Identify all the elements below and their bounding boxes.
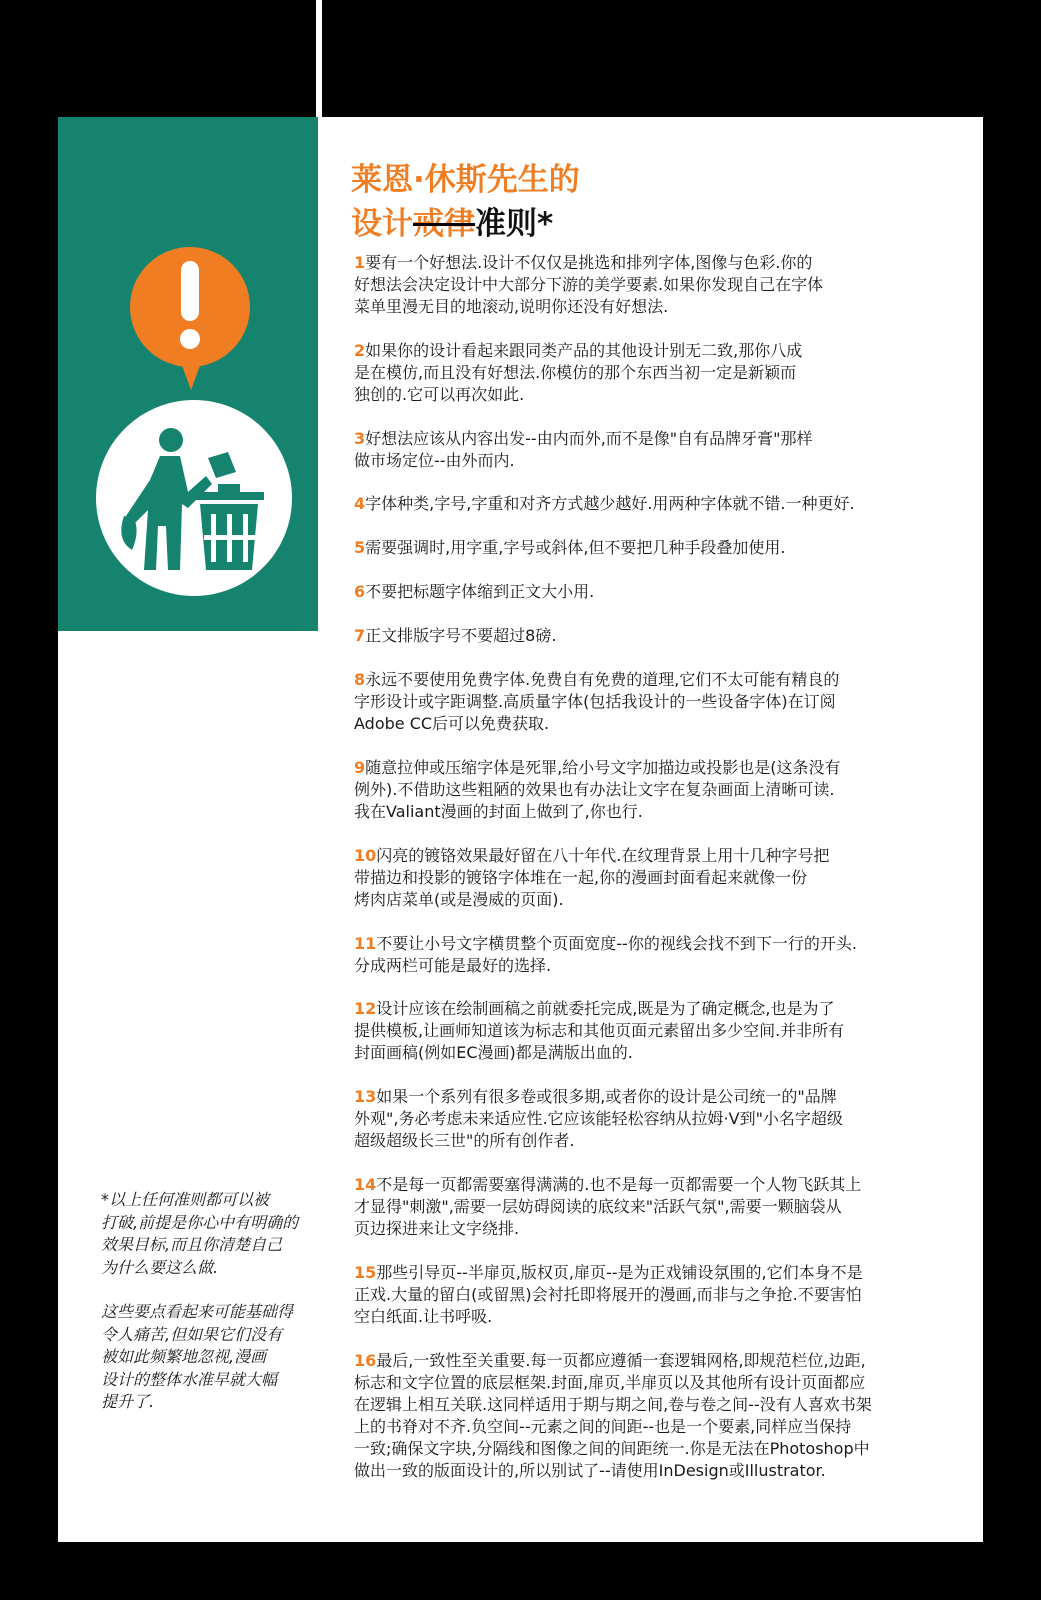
rule-text: 要有一个好想法.设计不仅仅是挑选和排列字体,图像与色彩.你的 好想法会决定设计中大部分下游的美学要素.如果你发现自己在字体 菜单里漫无目的地滚动,说明你还没有好想法. bbox=[354, 253, 824, 316]
rule-item bbox=[354, 845, 954, 911]
rule-text: 设计应该在绘制画稿之前就委托完成,既是为了确定概念,也是为了 提供模板,让画师知道该为标志和其他页面元素留出多少空间.并非所有 封面画稿(例如EC漫画)都是满版出血的. bbox=[354, 999, 845, 1062]
page-title bbox=[351, 158, 951, 246]
rule-text: 如果你的设计看起来跟同类产品的其他设计别无二致,那你八成 是在模仿,而且没有好想法.你模仿的那个东西当初一定是新颖而 独创的.它可以再次如此. bbox=[354, 341, 803, 404]
rule-number: 1 bbox=[354, 253, 366, 272]
rule-number: 7 bbox=[354, 626, 366, 645]
rule-number: 4 bbox=[354, 494, 366, 513]
rule-number: 11 bbox=[354, 934, 377, 953]
rule-text: 永远不要使用免费字体.免费自有免费的道理,它们不太可能有精良的 字形设计或字距调整.高质量字体(包括我设计的一些设备字体)在订阅 Adobe CC后可以免费获取. bbox=[354, 670, 840, 733]
title-struck-word: 戒律 bbox=[413, 206, 475, 242]
rule-number: 13 bbox=[354, 1087, 377, 1106]
rule-item bbox=[354, 581, 954, 603]
rule-text: 如果一个系列有很多卷或很多期,或者你的设计是公司统一的"品牌 外观",务必考虑未来适应性.它应该能轻松容纳从拉姆·V到"小名字超级 超级超级长三世"的所有创作者. bbox=[354, 1087, 843, 1150]
rule-number: 5 bbox=[354, 538, 366, 557]
rule-item bbox=[354, 669, 954, 735]
rule-text: 需要强调时,用字重,字号或斜体,但不要把几种手段叠加使用. bbox=[365, 538, 786, 557]
rule-item bbox=[354, 625, 954, 647]
rule-text: 不要把标题字体缩到正文大小用. bbox=[365, 582, 595, 601]
top-divider-line bbox=[316, 0, 322, 117]
side-note-paragraph-2: 这些要点看起来可能基础得 令人痛苦,但如果它们没有 被如此频繁地忽视,漫画 设计的整体水准早就大幅 提升了. bbox=[101, 1302, 294, 1411]
rule-item bbox=[354, 1350, 954, 1482]
rule-number: 15 bbox=[354, 1263, 377, 1282]
rule-text: 不要让小号文字横贯整个页面宽度--你的视线会找不到下一行的开头. 分成两栏可能是最好的选择. bbox=[354, 934, 857, 975]
rule-text: 那些引导页--半扉页,版权页,扉页--是为正戏铺设氛围的,它们本身不是 正戏.大量的留白(或留黑)会衬托即将展开的漫画,而非与之争抢.不要害怕 空白纸面.让书呼吸. bbox=[354, 1263, 863, 1326]
rule-number: 14 bbox=[354, 1175, 377, 1194]
rule-item bbox=[354, 1262, 954, 1328]
rule-item bbox=[354, 1086, 954, 1152]
rule-text: 最后,一致性至关重要.每一页都应遵循一套逻辑网格,即规范栏位,边距, 标志和文字位置的底层框架.封面,扉页,半扉页以及其他所有设计页面都应 在逻辑上相互关联.这同样适用于期与期之间,卷与卷之间--没有人喜欢书架 上的书脊对不齐.负空间--元素之间的间距--也是一个要素,同样应当保持 一致;确保文字块,分隔线和图像之间的间距统一.你是无法在Photoshop中 做出一致的版面设计的,所以别试了--请使用InDesign或Illustrator. bbox=[354, 1351, 872, 1480]
rule-text: 不是每一页都需要塞得满满的.也不是每一页都需要一个人物飞跃其上 才显得"刺激",需要一层妨碍阅读的底纹来"活跃气氛",需要一颗脑袋从 页边探进来让文字绕排. bbox=[354, 1175, 862, 1238]
title-prefix: 设计 bbox=[351, 206, 413, 242]
title-line-1: 莱恩·休斯先生的 bbox=[351, 162, 580, 198]
top-black-band bbox=[0, 0, 1041, 117]
rule-item bbox=[354, 933, 954, 977]
rule-text: 好想法应该从内容出发--由内而外,而不是像"自有品牌牙膏"那样 做市场定位--由外而内. bbox=[354, 429, 813, 470]
rule-item bbox=[354, 757, 954, 823]
rule-item bbox=[354, 340, 954, 406]
rule-number: 10 bbox=[354, 846, 377, 865]
rule-number: 12 bbox=[354, 999, 377, 1018]
rule-item bbox=[354, 1174, 954, 1240]
rule-number: 8 bbox=[354, 670, 366, 689]
rule-item bbox=[354, 252, 954, 318]
rule-item bbox=[354, 493, 954, 515]
rule-number: 16 bbox=[354, 1351, 377, 1370]
title-line-2 bbox=[351, 202, 951, 246]
rule-item bbox=[354, 428, 954, 472]
trash-circle bbox=[96, 400, 292, 596]
rule-text: 字体种类,字号,字重和对齐方式越少越好.用两种字体就不错.一种更好. bbox=[365, 494, 855, 513]
rule-number: 9 bbox=[354, 758, 366, 777]
rule-text: 正文排版字号不要超过8磅. bbox=[365, 626, 557, 645]
rule-number: 2 bbox=[354, 341, 366, 360]
rule-item bbox=[354, 998, 954, 1064]
exclamation-icon bbox=[130, 247, 250, 367]
rule-text: 随意拉伸或压缩字体是死罪,给小号文字加描边或投影也是(这条没有 例外).不借助这些粗陋的效果也有办法让文字在复杂画面上清晰可读. 我在Valiant漫画的封面上做到了,你也行. bbox=[354, 758, 841, 821]
side-note-paragraph-1: *以上任何准则都可以被 打破,前提是你心中有明确的 效果目标,而且你清楚自己 为什么要这么做. bbox=[101, 1190, 299, 1277]
rule-number: 3 bbox=[354, 429, 366, 448]
person-throwing-in-trash-icon bbox=[96, 400, 292, 596]
title-suffix: 准则* bbox=[475, 206, 554, 242]
rule-number: 6 bbox=[354, 582, 366, 601]
rule-item bbox=[354, 537, 954, 559]
rule-text: 闪亮的镀铬效果最好留在八十年代.在纹理背景上用十几种字号把 带描边和投影的镀铬字体堆在一起,你的漫画封面看起来就像一份 烤肉店菜单(或是漫威的页面). bbox=[354, 846, 830, 909]
side-note bbox=[101, 1189, 331, 1436]
